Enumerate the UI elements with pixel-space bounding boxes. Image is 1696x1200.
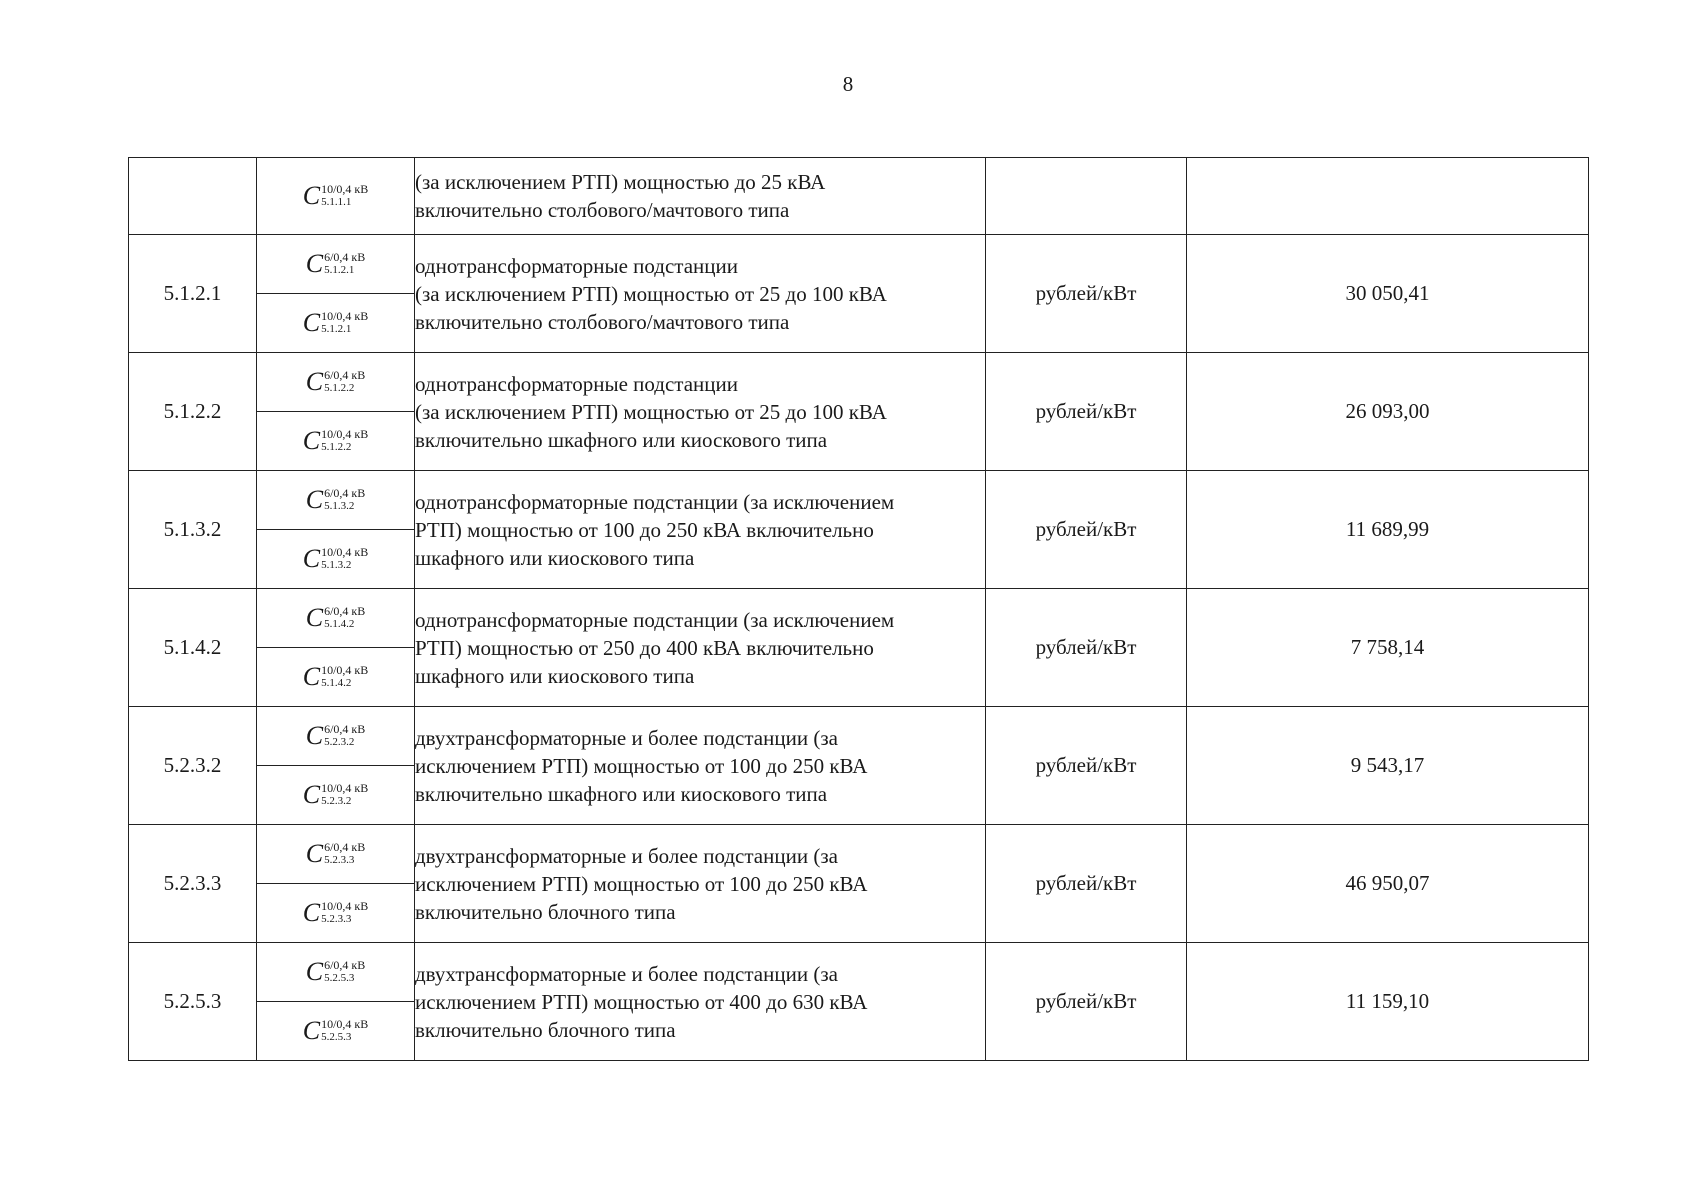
description-line: двухтрансформаторные и более подстанции (за: [415, 725, 838, 750]
row-code: 5.2.3.2: [129, 707, 257, 825]
rate-symbol-voltage: 10/0,4 кВ: [321, 899, 369, 913]
description-line: (за исключением РТП) мощностью от 25 до 100 кВА: [415, 281, 887, 306]
rate-symbol: [302, 661, 369, 691]
rate-symbol-letter: C: [305, 484, 324, 514]
row-unit: рублей/кВт: [986, 707, 1187, 825]
description-line: двухтрансформаторные и более подстанции (за: [415, 843, 838, 868]
rate-symbol-letter: C: [305, 602, 324, 632]
table-row: [129, 235, 1589, 294]
row-symbol-cell: [257, 943, 415, 1002]
rate-symbol: [302, 425, 369, 455]
rate-symbol: [302, 543, 369, 573]
row-description: [415, 158, 986, 235]
rate-symbol: [305, 366, 366, 396]
rate-symbol-voltage: 10/0,4 кВ: [321, 1017, 369, 1031]
rate-symbol-voltage: 6/0,4 кВ: [324, 368, 366, 382]
row-symbol-cell: [257, 766, 415, 825]
row-unit: рублей/кВт: [986, 471, 1187, 589]
rate-symbol-voltage: 6/0,4 кВ: [324, 722, 366, 736]
description-line: однотрансформаторные подстанции (за исключением: [415, 607, 895, 632]
rate-symbol: [305, 602, 366, 632]
description-line: (за исключением РТП) мощностью от 25 до 100 кВА: [415, 399, 887, 424]
rate-symbol-index: 5.1.2.1: [324, 264, 355, 276]
rate-symbol-letter: C: [305, 248, 324, 278]
rate-symbol-letter: C: [302, 1015, 321, 1045]
rate-symbol-index: 5.1.4.2: [321, 677, 352, 689]
rate-symbol-letter: C: [305, 956, 324, 986]
rate-symbol: [302, 897, 369, 927]
rate-symbol-index: 5.2.3.2: [324, 736, 355, 748]
description-line: исключением РТП) мощностью от 100 до 250 кВА: [415, 753, 868, 778]
row-value: [1187, 158, 1589, 235]
rate-symbol-voltage: 10/0,4 кВ: [321, 309, 369, 323]
tariff-table-body: [129, 158, 1589, 1061]
rate-symbol-index: 5.2.3.3: [324, 854, 355, 866]
row-value: 7 758,14: [1187, 589, 1589, 707]
row-symbol-cell: [257, 235, 415, 294]
tariff-table: [128, 157, 1589, 1061]
description-line: включительно столбового/мачтового типа: [415, 198, 790, 222]
row-value: 11 689,99: [1187, 471, 1589, 589]
rate-symbol-letter: C: [305, 366, 324, 396]
rate-symbol-voltage: 10/0,4 кВ: [321, 545, 369, 559]
description-line: шкафного или киоскового типа: [415, 545, 695, 570]
description-line: включительно шкафного или киоскового типа: [415, 427, 828, 452]
description-line: РТП) мощностью от 100 до 250 кВА включительно: [415, 517, 874, 542]
rate-symbol-voltage: 6/0,4 кВ: [324, 604, 366, 618]
table-row: [129, 707, 1589, 766]
rate-symbol-voltage: 10/0,4 кВ: [321, 427, 369, 441]
description-line: (за исключением РТП) мощностью до 25 кВА: [415, 170, 826, 194]
rate-symbol-index: 5.2.3.2: [321, 795, 352, 807]
rate-symbol-index: 5.1.2.2: [324, 382, 355, 394]
row-symbol-cell: [257, 412, 415, 471]
row-unit: рублей/кВт: [986, 825, 1187, 943]
row-symbol-cell: [257, 884, 415, 943]
row-value: 26 093,00: [1187, 353, 1589, 471]
row-symbol-cell: [257, 530, 415, 589]
row-symbol-cell: [257, 471, 415, 530]
row-symbol-cell: [257, 353, 415, 412]
rate-symbol-voltage: 10/0,4 кВ: [321, 781, 369, 795]
row-value: 46 950,07: [1187, 825, 1589, 943]
rate-symbol-letter: C: [305, 720, 324, 750]
row-symbol-cell: [257, 825, 415, 884]
row-unit: рублей/кВт: [986, 589, 1187, 707]
description-line: двухтрансформаторные и более подстанции (за: [415, 961, 838, 986]
rate-symbol: [305, 248, 366, 278]
row-description: [415, 707, 986, 825]
rate-symbol: [302, 180, 369, 210]
rate-symbol-voltage: 6/0,4 кВ: [324, 958, 366, 972]
row-description: [415, 353, 986, 471]
row-code: 5.1.4.2: [129, 589, 257, 707]
rate-symbol-voltage: 10/0,4 кВ: [321, 182, 369, 196]
row-value: 9 543,17: [1187, 707, 1589, 825]
rate-symbol-voltage: 6/0,4 кВ: [324, 486, 366, 500]
row-symbol-cell: [257, 1002, 415, 1061]
row-code: [129, 158, 257, 235]
row-description: [415, 235, 986, 353]
row-unit: [986, 158, 1187, 235]
row-symbol-cell: [257, 707, 415, 766]
row-value: 30 050,41: [1187, 235, 1589, 353]
row-value: 11 159,10: [1187, 943, 1589, 1061]
rate-symbol-letter: C: [305, 838, 324, 868]
row-symbol-cell: [257, 648, 415, 707]
row-code: 5.1.2.1: [129, 235, 257, 353]
rate-symbol: [305, 956, 366, 986]
description-line: однотрансформаторные подстанции: [415, 253, 738, 278]
rate-symbol-letter: C: [302, 661, 321, 691]
description-line: исключением РТП) мощностью от 100 до 250 кВА: [415, 871, 868, 896]
table-row: [129, 589, 1589, 648]
description-line: исключением РТП) мощностью от 400 до 630 кВА: [415, 989, 868, 1014]
description-line: однотрансформаторные подстанции (за исключением: [415, 489, 895, 514]
row-symbol-cell: [257, 158, 415, 235]
row-symbol-cell: [257, 589, 415, 648]
description-line: включительно блочного типа: [415, 899, 676, 924]
row-unit: рублей/кВт: [986, 353, 1187, 471]
rate-symbol-voltage: 6/0,4 кВ: [324, 250, 366, 264]
description-line: РТП) мощностью от 250 до 400 кВА включительно: [415, 635, 874, 660]
row-code: 5.2.5.3: [129, 943, 257, 1061]
rate-symbol: [302, 1015, 369, 1045]
page-number: 8: [842, 72, 854, 96]
table-row: [129, 158, 1589, 235]
rate-symbol-letter: C: [302, 425, 321, 455]
description-line: включительно столбового/мачтового типа: [415, 309, 790, 334]
description-line: однотрансформаторные подстанции: [415, 371, 738, 396]
rate-symbol-letter: C: [302, 180, 321, 210]
rate-symbol: [305, 484, 366, 514]
rate-symbol: [305, 720, 366, 750]
rate-symbol-letter: C: [302, 897, 321, 927]
row-description: [415, 943, 986, 1061]
rate-symbol-index: 5.1.1.1: [321, 196, 352, 208]
row-unit: рублей/кВт: [986, 235, 1187, 353]
row-unit: рублей/кВт: [986, 943, 1187, 1061]
rate-symbol-index: 5.2.5.3: [321, 1031, 352, 1043]
description-line: шкафного или киоскового типа: [415, 663, 695, 688]
table-row: [129, 943, 1589, 1002]
table-row: [129, 825, 1589, 884]
rate-symbol-voltage: 6/0,4 кВ: [324, 840, 366, 854]
rate-symbol-index: 5.1.2.1: [321, 323, 352, 335]
row-code: 5.2.3.3: [129, 825, 257, 943]
description-line: включительно блочного типа: [415, 1017, 676, 1042]
rate-symbol-index: 5.1.3.2: [321, 559, 352, 571]
rate-symbol-index: 5.1.4.2: [324, 618, 355, 630]
description-line: включительно шкафного или киоскового типа: [415, 781, 828, 806]
rate-symbol-index: 5.2.5.3: [324, 972, 355, 984]
rate-symbol: [302, 779, 369, 809]
row-symbol-cell: [257, 294, 415, 353]
rate-symbol-index: 5.2.3.3: [321, 913, 352, 925]
rate-symbol-letter: C: [302, 543, 321, 573]
rate-symbol-index: 5.1.2.2: [321, 441, 352, 453]
rate-symbol-voltage: 10/0,4 кВ: [321, 663, 369, 677]
table-row: [129, 353, 1589, 412]
row-code: 5.1.2.2: [129, 353, 257, 471]
rate-symbol-letter: C: [302, 307, 321, 337]
rate-symbol: [302, 307, 369, 337]
row-description: [415, 589, 986, 707]
row-description: [415, 471, 986, 589]
rate-symbol: [305, 838, 366, 868]
rate-symbol-index: 5.1.3.2: [324, 500, 355, 512]
row-description: [415, 825, 986, 943]
table-row: [129, 471, 1589, 530]
rate-symbol-letter: C: [302, 779, 321, 809]
row-code: 5.1.3.2: [129, 471, 257, 589]
